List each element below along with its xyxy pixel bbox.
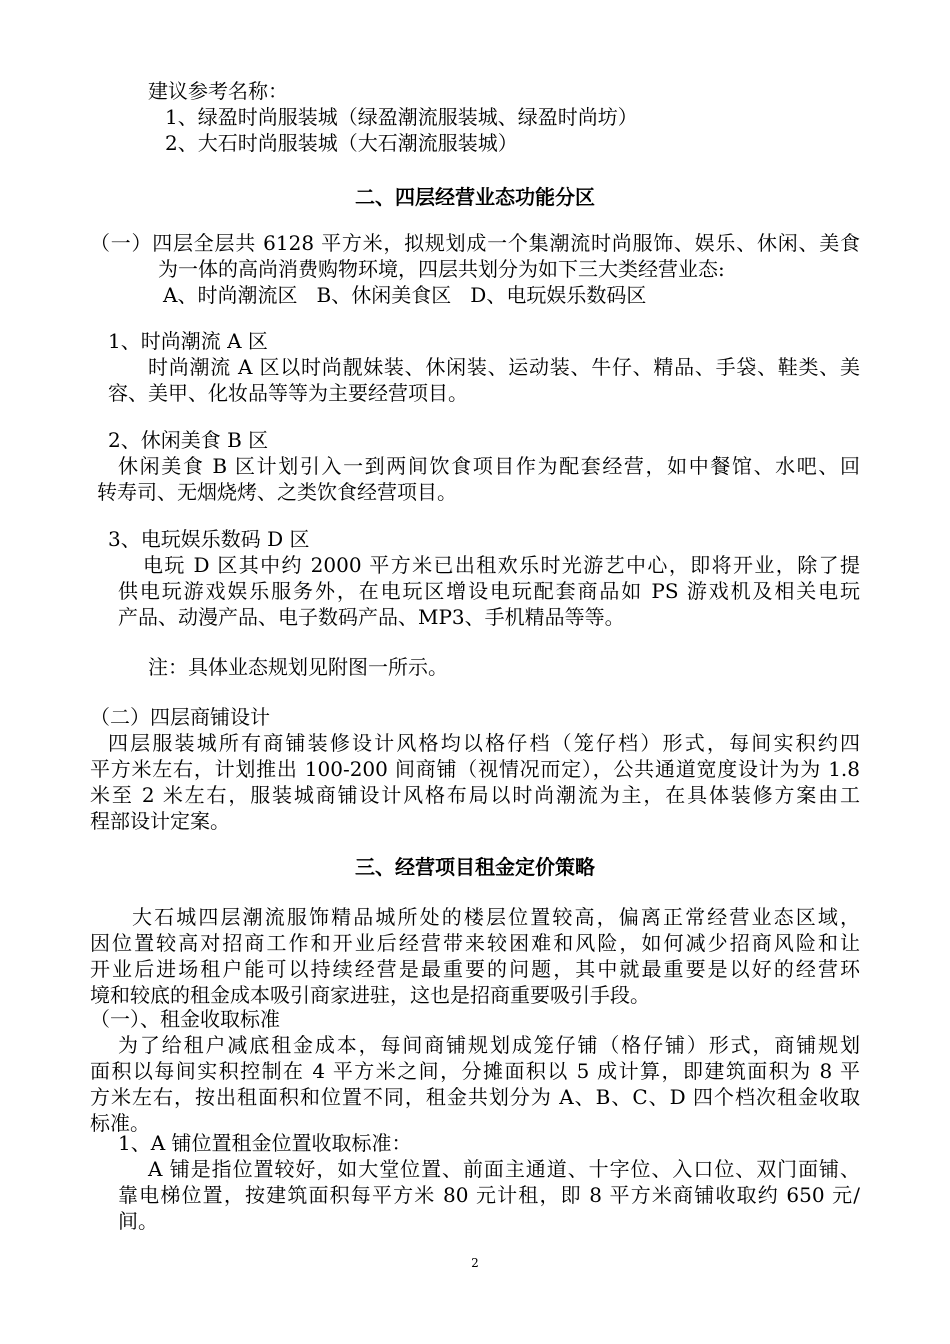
zone-a-title: 1、时尚潮流 A 区 [108, 329, 268, 353]
section2-heading: 二、四层经营业态功能分区 [355, 185, 595, 209]
name-option-1: 1、绿盈时尚服装城（绿盈潮流服装城、绿盈时尚坊） [165, 105, 638, 129]
part2-title: （二）四层商铺设计 [90, 705, 270, 729]
part2-line3: 米至 2 米左右，服装城商铺设计风格布局以时尚潮流为主，在具体装修方案由工 [90, 783, 860, 807]
grade-a-line2: 靠电梯位置，按建筑面积每平方米 80 元计租，即 8 平方米商铺收取约 650 元/ [118, 1183, 860, 1207]
strategy-line1: 大石城四层潮流服饰精品城所处的楼层位置较高，偏离正常经营业态区域， [132, 905, 860, 929]
zone-b-line2: 转寿司、无烟烧烤、之类饮食经营项目。 [97, 480, 457, 504]
strategy-line2: 因位置较高对招商工作和开业后经营带来较困难和风险，如何减少招商风险和让 [90, 931, 860, 955]
part1-line1: （一）四层全层共 6128 平方米，拟规划成一个集潮流时尚服饰、娱乐、休闲、美食 [90, 231, 860, 255]
zone-b-line1: 休闲美食 B 区计划引入一到两间饮食项目作为配套经营，如中餐馆、水吧、回 [118, 454, 860, 478]
strategy-line4: 境和较底的租金成本吸引商家进驻，这也是招商重要吸引手段。 [90, 983, 650, 1007]
part2-line2: 平方米左右，计划推出 100-200 间商铺（视情况而定），公共通道宽度设计为为 1.8 [90, 757, 860, 781]
part2-line1: 四层服装城所有商铺装修设计风格均以格仔档（笼仔档）形式，每间实积约四 [108, 731, 860, 755]
page-number: 2 [471, 1256, 479, 1270]
part2-line4: 程部设计定案。 [90, 809, 230, 833]
rent-line1: 为了给租户减底租金成本，每间商铺规划成笼仔铺（格仔铺）形式，商铺规划 [118, 1033, 860, 1057]
zone-d-line2: 供电玩游戏娱乐服务外，在电玩区增设电玩配套商品如 PS 游戏机及相关电玩 [118, 579, 860, 603]
zone-b-title: 2、休闲美食 B 区 [108, 428, 269, 452]
grade-a-line1: A 铺是指位置较好，如大堂位置、前面主通道、十字位、入口位、双门面铺、 [148, 1157, 860, 1181]
zone-d-line3: 产品、动漫产品、电子数码产品、MP3、手机精品等等。 [118, 605, 625, 629]
strategy-line3: 开业后进场租户能可以持续经营是最重要的问题，其中就最重要是以好的经营环 [90, 957, 860, 981]
rent-line4: 标准。 [90, 1111, 150, 1135]
rent-line3: 方米左右，按出租面积和位置不同，租金共划分为 A、B、C、D 四个档次租金收取 [90, 1085, 860, 1109]
grade-a-line3: 间。 [118, 1209, 158, 1233]
zone-d-line1: 电玩 D 区其中约 2000 平方米已出租欢乐时光游艺中心，即将开业，除了提 [143, 553, 860, 577]
rent-standard-title: （一）、租金收取标准 [90, 1007, 280, 1031]
grade-a-title: 1、A 铺位置租金位置收取标准： [118, 1131, 412, 1155]
name-option-2: 2、大石时尚服装城（大石潮流服装城） [165, 131, 518, 155]
zone-d-title: 3、电玩娱乐数码 D 区 [108, 527, 310, 551]
part1-line2: 为一体的高尚消费购物环境，四层共划分为如下三大类经营业态: [158, 257, 725, 281]
zone-a-line1: 时尚潮流 A 区以时尚靓妹装、休闲装、运动装、牛仔、精品、手袋、鞋类、美 [148, 355, 860, 379]
section3-heading: 三、经营项目租金定价策略 [355, 855, 595, 879]
zone-a-line2: 容、美甲、化妆品等等为主要经营项目。 [108, 381, 468, 405]
rent-line2: 面积以每间实积控制在 4 平方米之间，分摊面积以 5 成计算，即建筑面积为 8 平 [90, 1059, 860, 1083]
layout-note: 注：具体业态规划见附图一所示。 [148, 655, 448, 679]
intro-label: 建议参考名称： [148, 79, 288, 103]
part1-zones: A、时尚潮流区 B、休闲美食区 D、电玩娱乐数码区 [163, 283, 647, 307]
